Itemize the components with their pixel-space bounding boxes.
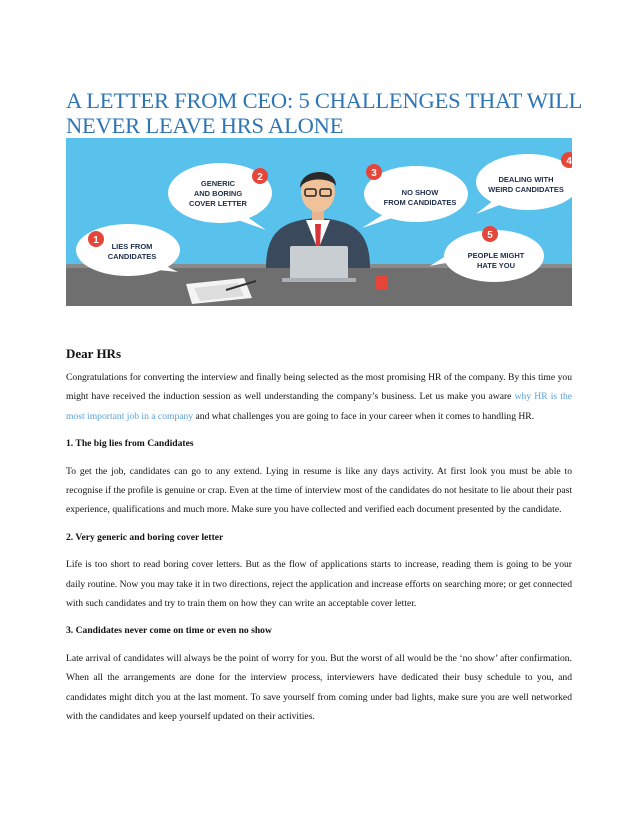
bubble-text: GENERIC [200,179,236,188]
bubble-text: LIES FROM [111,242,153,251]
bubble-text: WEIRD CANDIDATES [488,185,564,194]
bubble-text: NO SHOW [401,188,439,197]
bubble-text: DEALING WITH [498,175,554,184]
hr-important-link[interactable]: why HR is the most important job in a company [66,391,573,422]
hero-svg [66,138,572,306]
section-paragraph-1: To get the job, candidates can go to any extend. Lying in resume is like any days activity. At first look you must be able to recognise if the profile is genuine or crap. Even at the time of interview most of the candidates do not hesitate to lie about their past experience, qualifications and much more. Make sure you have collected and verified each document presented by the candidate. [66,465,572,516]
hero-illustration [66,138,572,306]
bubble-text: FROM CANDIDATES [383,198,457,207]
intro-text: and what challenges you are going to face in your career when it comes to handling HR. [193,410,535,422]
bubble-text: HATE YOU [476,261,516,270]
letter-body [66,346,572,735]
bubble-number: 5 [487,230,493,241]
intro-paragraph [66,368,572,426]
bubble-text: COVER LETTER [189,199,247,208]
section-heading-3: 3. Candidates never come on time or even no show [66,625,272,637]
bubble-number: 2 [257,172,263,183]
page-title: A LETTER FROM CEO: 5 CHALLENGES THAT WILL NEVER LEAVE HRS ALONE [66,88,582,138]
bubble-number: 4 [566,156,572,167]
bubble-text: AND BORING [193,189,243,198]
bubble-number: 3 [371,168,377,179]
section-heading-2: 2. Very generic and boring cover letter [66,531,224,543]
bubble-number: 1 [93,235,99,246]
laptop-icon [290,246,348,280]
mug-icon [376,276,388,290]
bubble-text: PEOPLE MIGHT [467,251,525,260]
section-paragraph-2: Life is too short to read boring cover letters. But as the flow of applications starts to increase, reading them is going to be your daily routine. Now you may take it in two directions, reject the application and increase efforts on searching more; or get connected with such candidates and try to train them on how they can write an acceptable cover letter. [66,559,572,610]
section-heading-1: 1. The big lies from Candidates [66,438,194,450]
intro-text: Congratulations for converting the interview and finally being selected as the most promising HR of the company. By this time you might have received the induction session as well understanding the company’s business. Let us make you aware [66,372,572,403]
section-paragraph-3: Late arrival of candidates will always be the point of worry for you. But the worst of all would be the ‘no show’ after confirmation. When all the arrangements are done for the interview process, interviewers have dedicated their busy schedule to you, and candidates might ditch you at the last moment. To save yourself from coming under bad lights, make sure you are well networked with the candidates and keep yourself updated on their activities. [66,652,572,723]
greeting: Dear HRs [66,346,122,361]
bubble-text: CANDIDATES [107,252,157,261]
bubble-1 [76,224,180,276]
